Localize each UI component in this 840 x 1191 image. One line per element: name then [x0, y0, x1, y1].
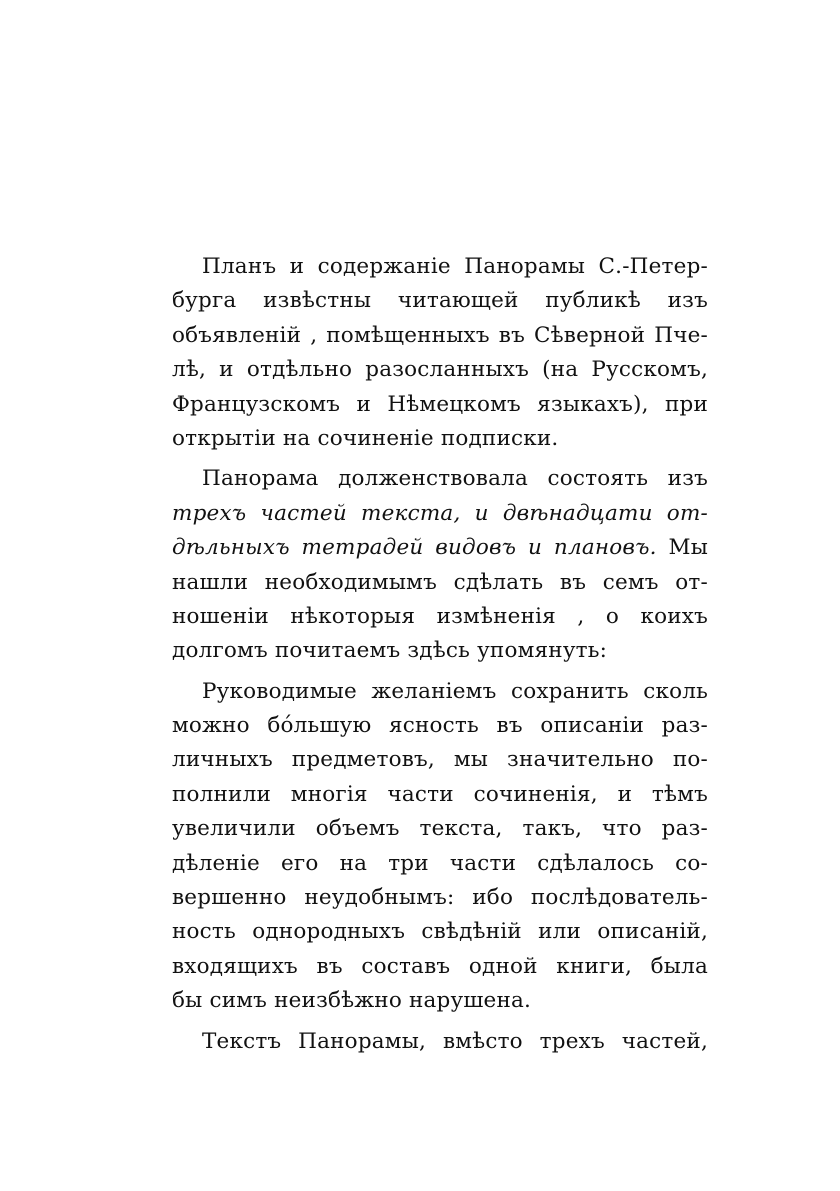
text-line: объявленій , помѣщенныхъ въ Сѣверной Пче-: [172, 322, 708, 348]
text-line: долгомъ почитаемъ здѣсь упомянуть:: [172, 638, 608, 664]
text-line: входящихъ въ составъ одной книги, была: [172, 953, 708, 979]
text-line: увеличили объемъ текста, такъ, что раз-: [172, 816, 708, 842]
text-line: ность однородныхъ свѣдѣній или описаній,: [172, 919, 708, 945]
body-text: [172, 250, 708, 1059]
text-line: ношеніи нѣкоторыя измѣненія , о коихъ: [172, 603, 708, 629]
text-line: полнили многія части сочиненія, и тѣмъ: [172, 781, 708, 807]
text-line: можно бо́льшую ясность въ описаніи раз-: [172, 713, 708, 739]
text-line-italic: трехъ частей текста, и двѣнадцати от-: [172, 500, 708, 526]
text-line: бурга извѣстны читающей публикѣ изъ: [172, 288, 708, 314]
text-line: личныхъ предметовъ, мы значительно по-: [172, 747, 708, 773]
text-line: бы симъ неизбѣжно нарушена.: [172, 988, 532, 1014]
text-line: Руководимые желаніемъ сохранить сколь: [202, 678, 708, 704]
text-line: вершенно неудобнымъ: ибо послѣдователь-: [172, 885, 708, 911]
text-line: дѣленіе его на три части сдѣлалось со-: [172, 850, 708, 876]
text-line: нашли необходимымъ сдѣлать въ семъ от-: [172, 569, 708, 595]
italic-segment: дѣльныхъ тетрадей видовъ и плановъ.: [172, 535, 657, 561]
text-line-mixed: дѣльныхъ тетрадей видовъ и плановъ. Мы: [172, 535, 709, 561]
text-line: лѣ, и отдѣльно разосланныхъ (на Русскомъ,: [172, 357, 708, 383]
text-line: Текстъ Панорамы, вмѣсто трехъ частей,: [202, 1028, 708, 1054]
text-line: открытіи на сочиненіе подписки.: [172, 425, 559, 451]
text-line: Планъ и содержаніе Панорамы С.-Петер-: [202, 254, 708, 279]
text-line: Панорама долженствовала состоять изъ: [202, 466, 708, 492]
text-line: Французскомъ и Нѣмецкомъ языкахъ), при: [172, 391, 708, 417]
